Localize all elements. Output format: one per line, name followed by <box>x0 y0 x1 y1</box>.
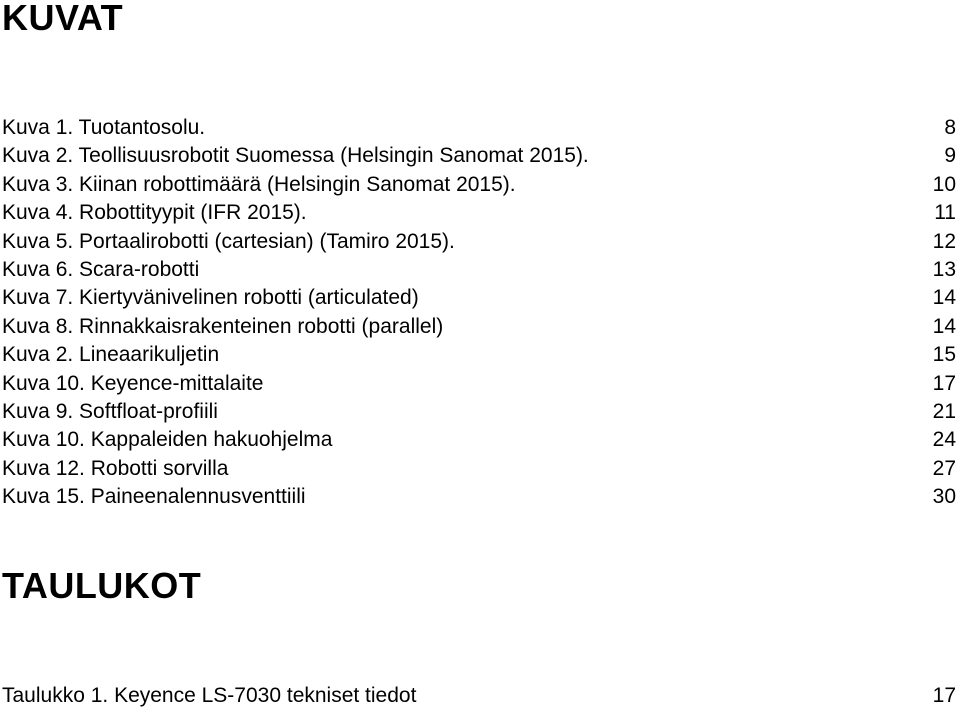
figure-page-number: 17 <box>932 371 956 395</box>
figure-title: Kuva 3. Kiinan robottimäärä (Helsingin Sanomat 2015). <box>2 172 516 196</box>
figure-entry[interactable] <box>2 142 956 170</box>
figure-entry[interactable] <box>2 313 956 341</box>
figure-page-number: 10 <box>932 172 956 196</box>
figure-title: Kuva 8. Rinnakkaisrakenteinen robotti (parallel) <box>2 314 444 338</box>
figure-page-number: 21 <box>932 399 956 423</box>
tables-heading: TAULUKOT <box>2 565 202 606</box>
figure-title: Kuva 12. Robotti sorvilla <box>2 456 229 480</box>
figure-title: Kuva 9. Softfloat-profiili <box>2 399 218 423</box>
figure-entry[interactable] <box>2 199 956 227</box>
figure-page-number: 14 <box>932 314 956 338</box>
table-list <box>2 682 956 710</box>
figure-title: Kuva 2. Teollisuusrobotit Suomessa (Helsingin Sanomat 2015). <box>2 144 589 168</box>
figure-title: Kuva 7. Kiertyvänivelinen robotti (articulated) <box>2 286 419 310</box>
figure-title: Kuva 15. Paineenalennusventtiili <box>2 485 306 509</box>
figure-page-number: 14 <box>932 286 956 310</box>
figure-entry[interactable] <box>2 483 956 511</box>
figure-title: Kuva 2. Lineaarikuljetin <box>2 343 220 367</box>
figure-entry[interactable] <box>2 228 956 256</box>
figure-page-number: 8 <box>944 116 956 139</box>
figure-title: Kuva 1. Tuotantosolu. <box>2 116 206 139</box>
figures-heading: KUVAT <box>2 0 124 38</box>
figure-entry[interactable] <box>2 341 956 369</box>
figure-page-number: 27 <box>932 456 956 480</box>
figure-entry[interactable] <box>2 256 956 284</box>
table-title: Taulukko 1. Keyence LS-7030 tekniset tiedot <box>2 684 417 707</box>
figure-page-number: 15 <box>932 343 956 367</box>
figure-list <box>2 114 956 511</box>
figure-entry[interactable] <box>2 284 956 312</box>
figure-entry[interactable] <box>2 114 956 142</box>
figure-title: Kuva 5. Portaalirobotti (cartesian) (Tamiro 2015). <box>2 229 455 253</box>
table-page-number: 17 <box>932 684 956 707</box>
figure-page-number: 13 <box>932 257 956 281</box>
figure-entry[interactable] <box>2 370 956 398</box>
figure-page-number: 11 <box>934 201 956 225</box>
table-entry[interactable] <box>2 682 956 710</box>
figure-page-number: 12 <box>932 229 956 253</box>
figure-title: Kuva 6. Scara-robotti <box>2 257 200 281</box>
figure-title: Kuva 4. Robottityypit (IFR 2015). <box>2 201 307 225</box>
figure-page-number: 30 <box>932 485 956 509</box>
figure-entry[interactable] <box>2 455 956 483</box>
figure-title: Kuva 10. Keyence-mittalaite <box>2 371 264 395</box>
figure-entry[interactable] <box>2 398 956 426</box>
figure-page-number: 9 <box>944 144 956 168</box>
figure-page-number: 24 <box>932 428 956 452</box>
figure-title: Kuva 10. Kappaleiden hakuohjelma <box>2 428 333 452</box>
figure-entry[interactable] <box>2 426 956 454</box>
figure-entry[interactable] <box>2 171 956 199</box>
